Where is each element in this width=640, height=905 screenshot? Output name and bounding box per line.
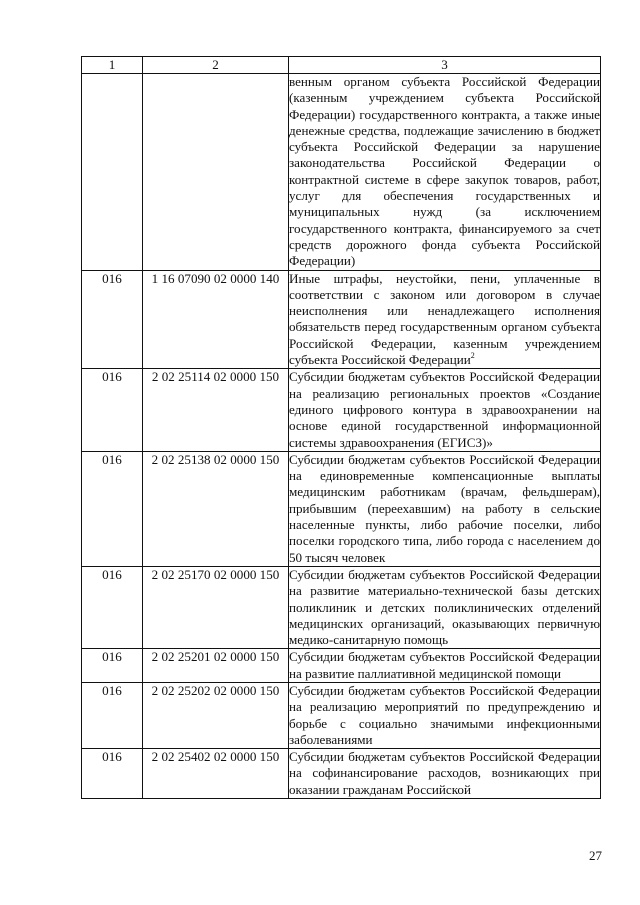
description-cell [289,270,601,369]
description-text: Субсидии бюджетам субъектов Российской Федерации на реализацию мероприятий по предупреждению и борьбе с социально значимыми инфекционными заболеваниями [289,682,600,747]
description-cell [289,74,601,271]
description-cell [289,369,601,451]
description-text: Субсидии бюджетам субъектов Российской Федерации на развитие паллиативной медицинской помощи [289,649,600,681]
header-col-2: 2 [143,57,289,74]
table-row [82,74,601,271]
table-row [82,451,601,566]
revenue-code-cell [143,74,289,271]
table-row [82,649,601,683]
admin-code-cell: 016 [82,649,143,683]
table-header-row [82,57,601,74]
revenue-code-cell: 2 02 25114 02 0000 150 [143,369,289,451]
description-cell [289,749,601,799]
page-number: 27 [589,848,602,863]
description-cell [289,451,601,566]
description-text: Субсидии бюджетам субъектов Российской Федерации на реализацию региональных проектов «Создание единого цифрового контура в здравоохранении на основе единой государственной информационной системы здравоохранения (ЕГИСЗ)» [289,369,600,450]
description-cell [289,566,601,648]
admin-code-cell: 016 [82,566,143,648]
table-row [82,566,601,648]
revenue-codes-table [81,56,601,799]
revenue-code-cell: 2 02 25402 02 0000 150 [143,749,289,799]
description-text: венным органом субъекта Российской Федерации (казенным учреждением субъекта Российской Федерации) государственного контракта, а также иные денежные средства, подлежащие зачислению в бюджет субъекта Российской Федерации за нарушение законодательства Российской Федерации о контрактной системе в сфере закупок товаров, работ, услуг для обеспечения государственных и муниципальных нужд (за исключением государственного контракта, финансируемого за счет средств дорожного фонда субъекта Российской Федерации) [289,74,600,269]
admin-code-cell: 016 [82,270,143,369]
footnote-marker: 2 [470,351,475,361]
header-col-1: 1 [82,57,143,74]
revenue-code-cell: 2 02 25170 02 0000 150 [143,566,289,648]
revenue-code-cell: 2 02 25138 02 0000 150 [143,451,289,566]
description-cell [289,682,601,748]
description-text: Субсидии бюджетам субъектов Российской Федерации на софинансирование расходов, возникающих при оказании гражданам Российской [289,749,600,797]
table-row [82,682,601,748]
description-text: Субсидии бюджетам субъектов Российской Федерации на единовременные компенсационные выплаты медицинским работникам (врачам, фельдшерам), прибывшим (переехавшим) на работу в сельские населенные пункты, либо рабочие поселки, либо поселки городского типа, либо города с населением до 50 тысяч человек [289,451,600,565]
admin-code-cell: 016 [82,451,143,566]
admin-code-cell: 016 [82,749,143,799]
revenue-code-cell: 2 02 25202 02 0000 150 [143,682,289,748]
description-text: Субсидии бюджетам субъектов Российской Федерации на развитие материально-технической базы детских поликлиник и детских поликлинических отделений медицинских организаций, оказывающих первичную медико-санитарную помощь [289,566,600,648]
admin-code-cell: 016 [82,369,143,451]
header-col-3: 3 [289,57,601,74]
admin-code-cell [82,74,143,271]
description-text: Иные штрафы, неустойки, пени, уплаченные в соответствии с законом или договором в случае неисполнения или ненадлежащего исполнения обязательств перед государственным органом субъекта Российской Федерации, казенным учреждением субъекта Российской Федерации [289,270,600,368]
revenue-code-cell: 1 16 07090 02 0000 140 [143,270,289,369]
description-cell [289,649,601,683]
table-row [82,749,601,799]
revenue-code-cell: 2 02 25201 02 0000 150 [143,649,289,683]
table-row [82,369,601,451]
admin-code-cell: 016 [82,682,143,748]
table-row [82,270,601,369]
